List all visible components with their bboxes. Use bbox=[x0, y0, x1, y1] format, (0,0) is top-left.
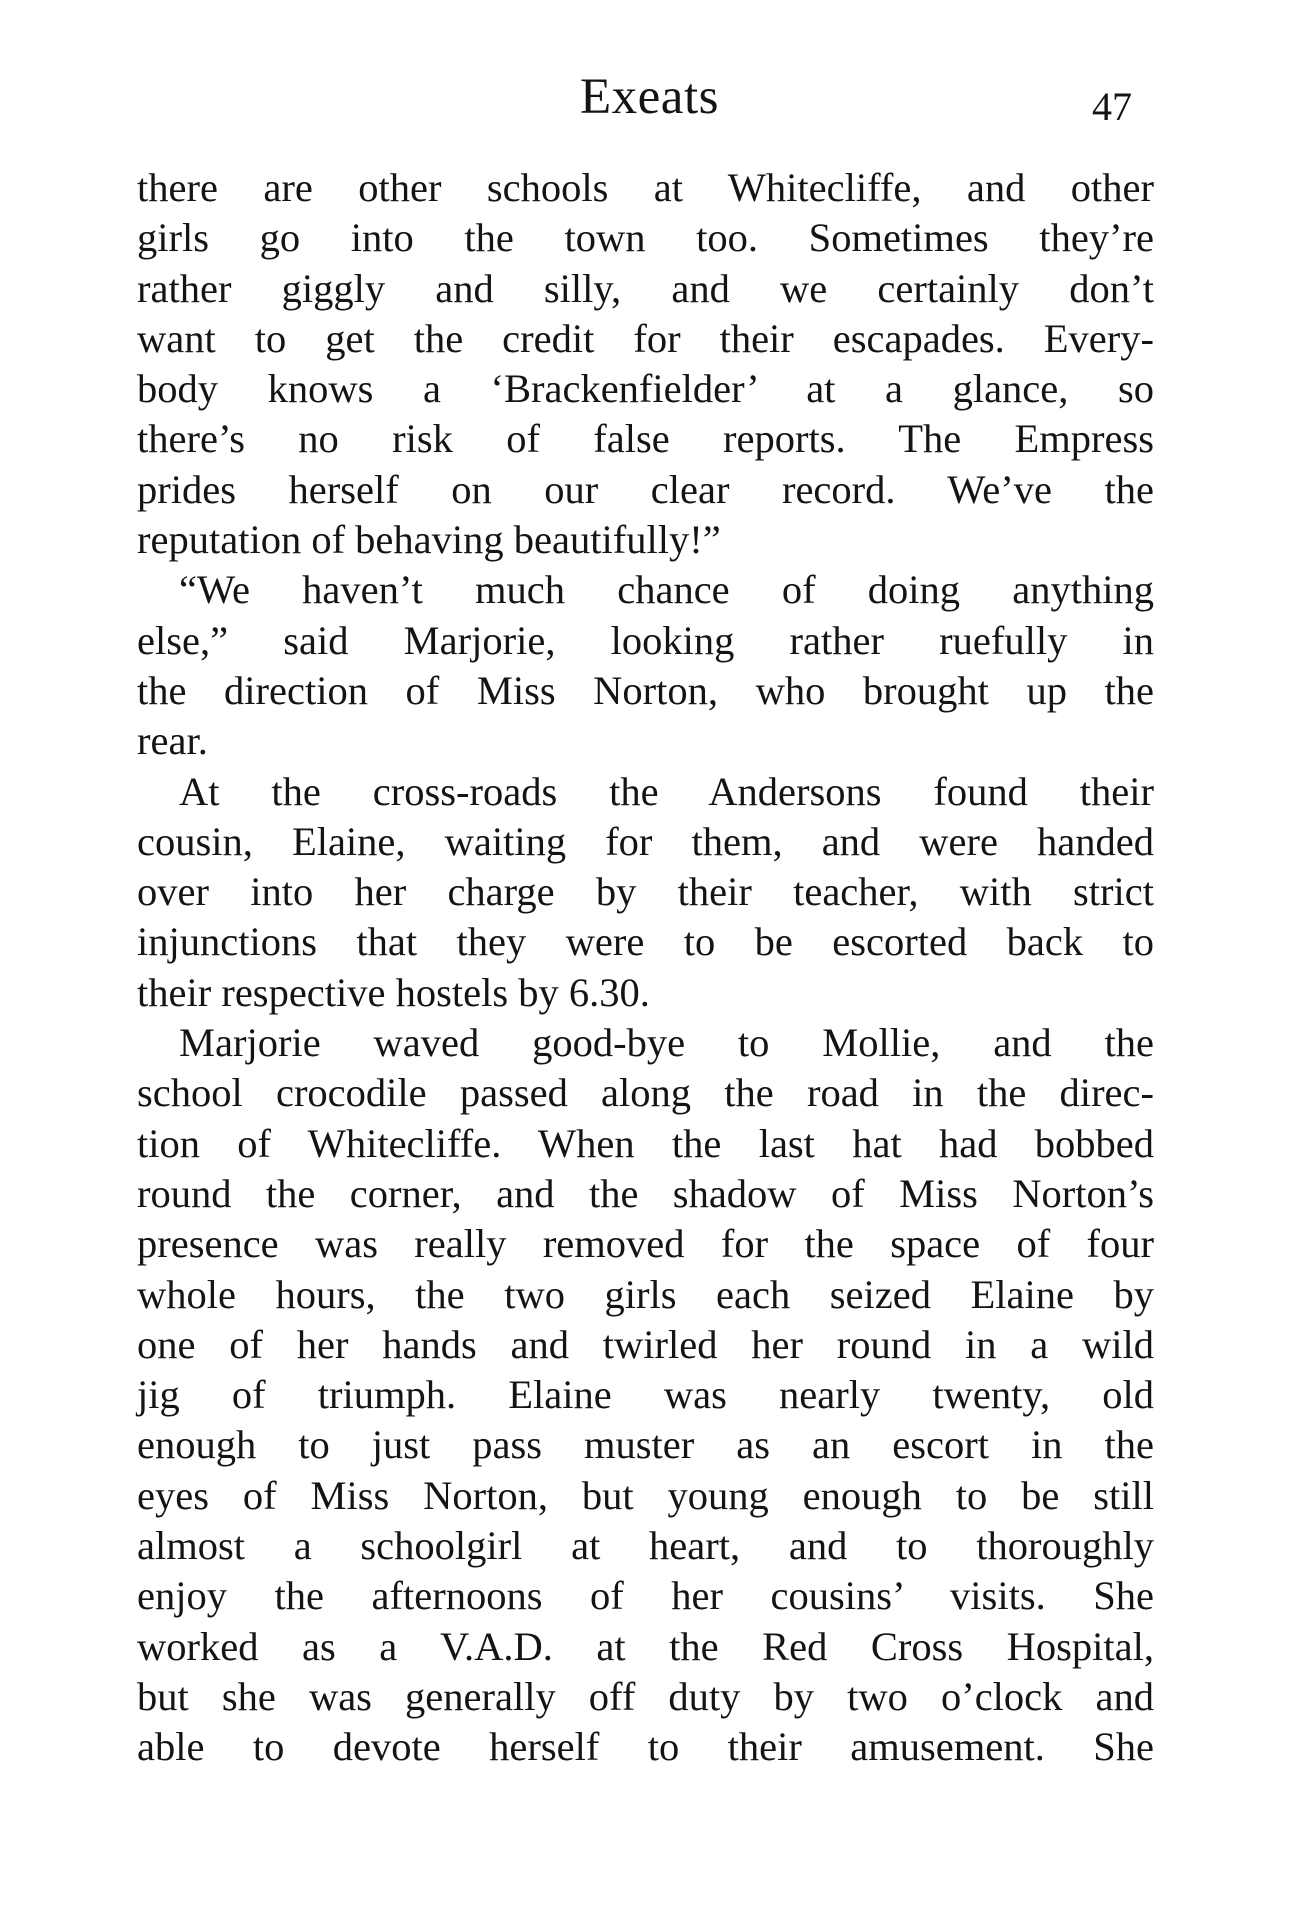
text-line: whole hours, the two girls each seized Elaine by bbox=[137, 1271, 1154, 1317]
text-line: there are other schools at Whitecliffe, and other bbox=[137, 165, 1154, 210]
text-line: almost a schoolgirl at heart, and to thoroughly bbox=[137, 1523, 1154, 1569]
text-line: rather giggly and silly, and we certainly don’t bbox=[137, 265, 1154, 311]
text-line: jig of triumph. Elaine was nearly twenty, old bbox=[137, 1372, 1154, 1418]
text-line: Marjorie waved good-bye to Mollie, and the bbox=[179, 1020, 1154, 1066]
text-line: At the cross-roads the Andersons found their bbox=[179, 768, 1154, 814]
text-line: want to get the credit for their escapades. Every- bbox=[137, 315, 1154, 361]
text-line: enough to just pass muster as an escort in the bbox=[137, 1422, 1154, 1468]
text-line: rear. bbox=[137, 718, 208, 764]
text-line: tion of Whitecliffe. When the last hat had bobbed bbox=[137, 1120, 1154, 1166]
text-line: there’s no risk of false reports. The Empress bbox=[137, 416, 1154, 462]
text-line: injunctions that they were to be escorted back to bbox=[137, 919, 1154, 965]
text-line: their respective hostels by 6.30. bbox=[137, 969, 650, 1015]
text-line: “We haven’t much chance of doing anything bbox=[179, 567, 1154, 613]
running-title: Exeats bbox=[580, 69, 719, 125]
text-line: prides herself on our clear record. We’ve the bbox=[137, 466, 1154, 512]
text-line: presence was really removed for the space of four bbox=[137, 1221, 1154, 1267]
text-line: school crocodile passed along the road in the direc- bbox=[137, 1070, 1154, 1116]
text-line: reputation of behaving beautifully!” bbox=[137, 517, 721, 563]
text-line: girls go into the town too. Sometimes they’re bbox=[137, 215, 1154, 261]
text-line: the direction of Miss Norton, who brought up the bbox=[137, 667, 1154, 713]
body-text bbox=[137, 163, 1154, 1773]
text-line: round the corner, and the shadow of Miss Norton’s bbox=[137, 1170, 1154, 1216]
text-line: body knows a ‘Brackenfielder’ at a glance, so bbox=[137, 366, 1154, 412]
text-line: eyes of Miss Norton, but young enough to be still bbox=[137, 1472, 1154, 1518]
text-line: enjoy the afternoons of her cousins’ visits. She bbox=[137, 1573, 1154, 1619]
running-head bbox=[0, 62, 1299, 132]
text-line: one of her hands and twirled her round in a wild bbox=[137, 1321, 1154, 1367]
text-line: worked as a V.A.D. at the Red Cross Hospital, bbox=[137, 1623, 1154, 1669]
text-line: over into her charge by their teacher, with strict bbox=[137, 869, 1154, 915]
text-line: cousin, Elaine, waiting for them, and were handed bbox=[137, 818, 1154, 864]
page-number: 47 bbox=[1092, 84, 1132, 129]
text-line: but she was generally off duty by two o’clock and bbox=[137, 1673, 1154, 1719]
text-line: able to devote herself to their amusement. She bbox=[137, 1724, 1154, 1770]
text-line: else,” said Marjorie, looking rather ruefully in bbox=[137, 617, 1154, 663]
